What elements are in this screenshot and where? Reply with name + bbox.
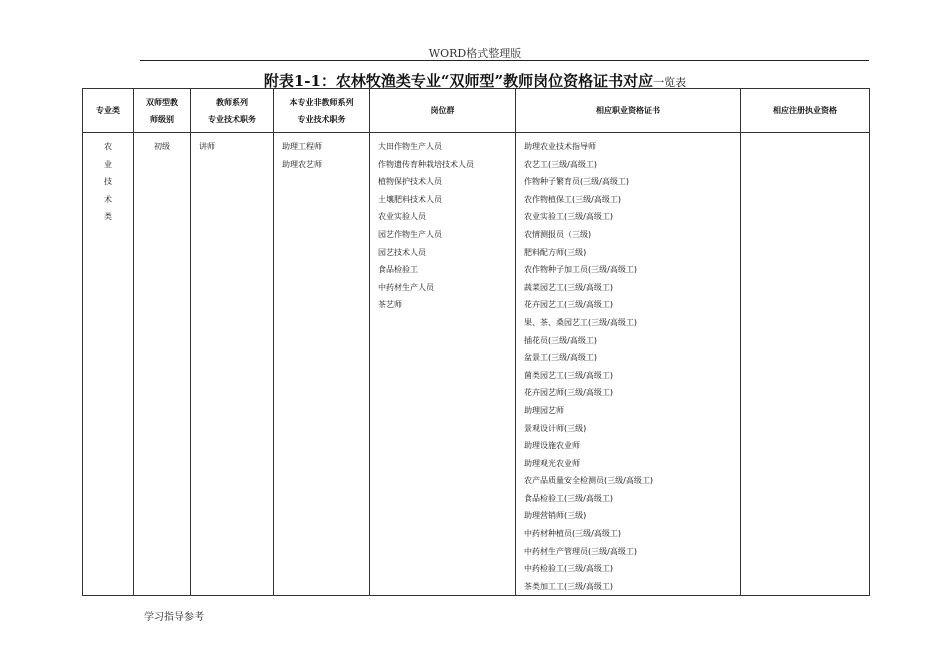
column-header-line: 专业技术职务 (297, 114, 346, 124)
certificate-item: 助理园艺师 (524, 405, 564, 415)
column-header-line: 师级别 (150, 114, 174, 124)
position-group-cell (370, 133, 516, 596)
certificate-item: 助理营销师(三级) (524, 511, 587, 521)
position-item: 农业实验人员 (378, 212, 426, 222)
column-header (134, 89, 191, 133)
column-header (741, 89, 870, 133)
title-main: 附表1-1：农林牧渔类专业“双师型”教师岗位资格证书对应 (263, 72, 654, 90)
column-header-line: 相应职业资格证书 (596, 106, 660, 115)
certificate-item: 花卉园艺师(三级/高级工) (524, 388, 613, 398)
category-char: 业 (104, 159, 112, 169)
position-item: 土壤肥料技术人员 (378, 194, 442, 204)
certificate-item: 农作物植保工(三级/高级工) (524, 194, 621, 204)
certificate-item: 花卉园艺工(三级/高级工) (524, 300, 613, 310)
certificate-item: 景观设计师(三级) (524, 423, 587, 433)
column-header-line: 双师型教 (146, 97, 178, 107)
certificate-item: 食品检验工(三级/高级工) (524, 493, 613, 503)
category-char: 术 (104, 194, 112, 204)
table-header-row (83, 89, 870, 133)
certificate-item: 果、茶、桑园艺工(三级/高级工) (524, 317, 637, 327)
column-header-line: 专业技术职务 (208, 114, 256, 124)
column-header-line: 本专业非教师系列 (289, 97, 354, 107)
certificate-item: 中药材种植员(三级/高级工) (524, 529, 621, 539)
certificate-item: 中药材生产管理员(三级/高级工) (524, 546, 637, 556)
certificate-item: 作物种子繁育员(三级/高级工) (524, 177, 629, 187)
certificate-item: 农情测报员（三级) (524, 229, 592, 239)
column-header-line: 专业类 (96, 106, 120, 115)
column-header (516, 89, 741, 133)
certificate-item: 农作物种子加工员(三级/高级工) (524, 265, 637, 275)
footer-label: 学习指导参考 (144, 612, 204, 623)
teacher-title: 讲师 (199, 142, 215, 151)
column-header-line: 教师系列 (216, 97, 248, 107)
position-item: 园艺作物生产人员 (378, 229, 442, 239)
title-suffix: 一览表 (653, 76, 687, 89)
registered-qualification-cell (741, 133, 870, 596)
position-item: 大田作物生产人员 (378, 142, 442, 151)
position-item: 园艺技术人员 (378, 247, 426, 257)
certificate-item: 盆景工(三级/高级工) (524, 353, 597, 363)
certificate-item: 插花员(三级/高级工) (524, 335, 597, 345)
column-header-line: 岗位群 (430, 106, 455, 115)
certificate-item: 肥料配方师(三级) (524, 247, 587, 257)
category-cell (83, 133, 134, 596)
certificate-item: 中药检验工(三级/高级工) (524, 564, 613, 574)
column-header (83, 89, 134, 133)
column-header (274, 89, 370, 133)
certificate-item: 农艺工(三级/高级工) (524, 159, 597, 169)
qualification-table (82, 88, 870, 596)
certificate-item: 助理观光农业师 (524, 458, 580, 468)
position-item: 食品检验工 (378, 265, 418, 275)
position-item: 茶艺师 (378, 300, 402, 310)
non-teacher-title: 助理农艺师 (282, 159, 322, 169)
column-header (191, 89, 274, 133)
table-row (83, 133, 870, 596)
position-item: 植物保护技术人员 (378, 177, 442, 187)
certificate-item: 蔬菜园艺工(三级/高级工) (524, 282, 613, 292)
certificate-item: 茶类加工工(三级/高级工) (524, 581, 613, 591)
teacher-level-cell (134, 133, 191, 596)
certificate-item: 农业实验工(三级/高级工) (524, 212, 613, 222)
teacher-level: 初级 (154, 142, 170, 151)
category-char: 技 (104, 177, 112, 187)
position-item: 中药材生产人员 (378, 282, 434, 292)
certificate-item: 助理设施农业师 (524, 441, 580, 451)
non-teacher-title-cell (274, 133, 370, 596)
category-char: 类 (104, 212, 112, 222)
position-item: 作物遗传育种栽培技术人员 (378, 159, 474, 169)
column-header-line: 相应注册执业资格 (773, 106, 837, 115)
teacher-title-cell (191, 133, 274, 596)
column-header (370, 89, 516, 133)
certificate-item: 农产品质量安全检测员(三级/高级工) (524, 476, 653, 486)
category-char: 农 (104, 142, 112, 151)
document-header-label: WORD格式整理版 (428, 47, 522, 60)
certificate-item: 助理农业技术指导师 (524, 142, 596, 151)
non-teacher-title: 助理工程师 (282, 142, 322, 151)
certificate-cell (516, 133, 741, 596)
certificate-item: 菌类园艺工(三级/高级工) (524, 370, 613, 380)
header-divider (140, 60, 869, 61)
